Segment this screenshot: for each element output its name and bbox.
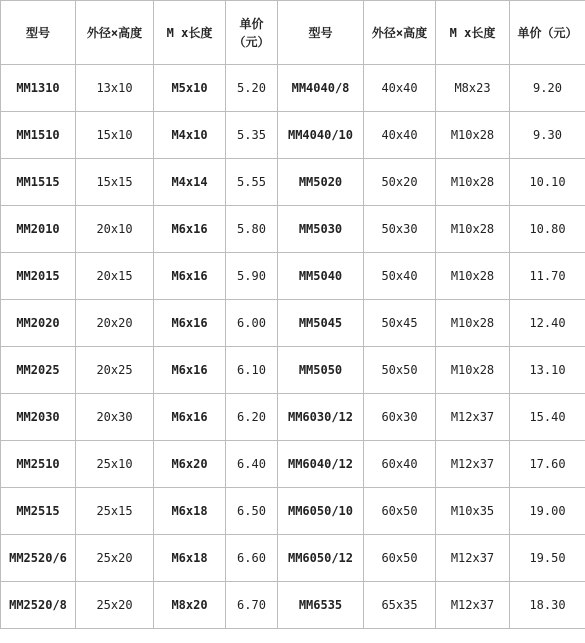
header-price-2: 单价（元） <box>510 1 585 65</box>
cell-size: 25x20 <box>76 535 154 582</box>
cell-price: 5.35 <box>226 112 278 159</box>
cell-model-2: MM5020 <box>278 159 364 206</box>
cell-price-2: 15.40 <box>510 394 585 441</box>
cell-model-2: MM6050/10 <box>278 488 364 535</box>
cell-model-2: MM6535 <box>278 582 364 629</box>
cell-price-2: 13.10 <box>510 347 585 394</box>
header-size-2: 外径×高度 <box>364 1 436 65</box>
table-row <box>1 159 585 206</box>
cell-thread-length: M6x16 <box>154 206 226 253</box>
cell-price-2: 10.80 <box>510 206 585 253</box>
cell-size: 13x10 <box>76 65 154 112</box>
cell-model-2: MM5045 <box>278 300 364 347</box>
table-row <box>1 347 585 394</box>
cell-thread-length-2: M12x37 <box>436 535 510 582</box>
cell-size: 15x15 <box>76 159 154 206</box>
cell-size-2: 40x40 <box>364 112 436 159</box>
cell-price: 5.55 <box>226 159 278 206</box>
cell-model: MM2010 <box>1 206 76 253</box>
cell-size-2: 50x20 <box>364 159 436 206</box>
cell-price: 6.10 <box>226 347 278 394</box>
header-model-2: 型号 <box>278 1 364 65</box>
cell-model-2: MM4040/10 <box>278 112 364 159</box>
cell-size: 20x25 <box>76 347 154 394</box>
cell-size-2: 65x35 <box>364 582 436 629</box>
cell-thread-length: M4x14 <box>154 159 226 206</box>
cell-price: 6.20 <box>226 394 278 441</box>
cell-thread-length-2: M10x28 <box>436 347 510 394</box>
cell-thread-length-2: M10x28 <box>436 112 510 159</box>
cell-size-2: 50x50 <box>364 347 436 394</box>
cell-model: MM2020 <box>1 300 76 347</box>
cell-thread-length-2: M12x37 <box>436 394 510 441</box>
cell-thread-length-2: M12x37 <box>436 441 510 488</box>
cell-thread-length-2: M10x28 <box>436 159 510 206</box>
cell-price: 5.80 <box>226 206 278 253</box>
cell-size: 25x15 <box>76 488 154 535</box>
cell-price-2: 9.30 <box>510 112 585 159</box>
table-body <box>1 1 585 629</box>
cell-model-2: MM5040 <box>278 253 364 300</box>
cell-thread-length-2: M12x37 <box>436 582 510 629</box>
cell-size: 20x20 <box>76 300 154 347</box>
cell-size: 20x15 <box>76 253 154 300</box>
table-row <box>1 582 585 629</box>
cell-model: MM1515 <box>1 159 76 206</box>
cell-thread-length: M6x20 <box>154 441 226 488</box>
table-row <box>1 394 585 441</box>
cell-price: 6.60 <box>226 535 278 582</box>
cell-thread-length: M4x10 <box>154 112 226 159</box>
cell-price-2: 17.60 <box>510 441 585 488</box>
header-row <box>1 1 585 65</box>
cell-model: MM2520/6 <box>1 535 76 582</box>
cell-thread-length-2: M10x28 <box>436 206 510 253</box>
cell-price: 6.00 <box>226 300 278 347</box>
table-row <box>1 253 585 300</box>
cell-size: 25x20 <box>76 582 154 629</box>
cell-size-2: 50x45 <box>364 300 436 347</box>
cell-model-2: MM6030/12 <box>278 394 364 441</box>
cell-size: 20x30 <box>76 394 154 441</box>
table-row <box>1 112 585 159</box>
cell-price: 5.90 <box>226 253 278 300</box>
cell-model-2: MM4040/8 <box>278 65 364 112</box>
cell-model: MM2510 <box>1 441 76 488</box>
cell-model: MM2025 <box>1 347 76 394</box>
cell-size: 15x10 <box>76 112 154 159</box>
cell-price: 6.40 <box>226 441 278 488</box>
cell-model-2: MM6040/12 <box>278 441 364 488</box>
header-model: 型号 <box>1 1 76 65</box>
cell-model: MM1310 <box>1 65 76 112</box>
cell-thread-length: M6x16 <box>154 394 226 441</box>
cell-price: 5.20 <box>226 65 278 112</box>
header-size: 外径×高度 <box>76 1 154 65</box>
cell-price-2: 10.10 <box>510 159 585 206</box>
cell-price-2: 9.20 <box>510 65 585 112</box>
cell-size-2: 40x40 <box>364 65 436 112</box>
cell-price: 6.50 <box>226 488 278 535</box>
table-row <box>1 65 585 112</box>
header-thread-length: M x长度 <box>154 1 226 65</box>
cell-size-2: 60x40 <box>364 441 436 488</box>
cell-size: 20x10 <box>76 206 154 253</box>
table-row <box>1 206 585 253</box>
cell-thread-length-2: M10x28 <box>436 253 510 300</box>
table-row <box>1 488 585 535</box>
cell-thread-length-2: M8x23 <box>436 65 510 112</box>
cell-size-2: 50x40 <box>364 253 436 300</box>
cell-size-2: 60x50 <box>364 535 436 582</box>
cell-size-2: 50x30 <box>364 206 436 253</box>
cell-model: MM2520/8 <box>1 582 76 629</box>
cell-size-2: 60x30 <box>364 394 436 441</box>
cell-model-2: MM5030 <box>278 206 364 253</box>
cell-price-2: 19.50 <box>510 535 585 582</box>
cell-model: MM1510 <box>1 112 76 159</box>
cell-thread-length: M6x16 <box>154 300 226 347</box>
cell-thread-length-2: M10x35 <box>436 488 510 535</box>
cell-model: MM2030 <box>1 394 76 441</box>
cell-thread-length: M8x20 <box>154 582 226 629</box>
cell-model-2: MM6050/12 <box>278 535 364 582</box>
cell-price-2: 12.40 <box>510 300 585 347</box>
cell-model: MM2015 <box>1 253 76 300</box>
cell-thread-length-2: M10x28 <box>436 300 510 347</box>
table-row <box>1 300 585 347</box>
cell-model-2: MM5050 <box>278 347 364 394</box>
header-thread-length-2: M x长度 <box>436 1 510 65</box>
cell-price-2: 19.00 <box>510 488 585 535</box>
table-row <box>1 535 585 582</box>
cell-price: 6.70 <box>226 582 278 629</box>
cell-size: 25x10 <box>76 441 154 488</box>
cell-price-2: 11.70 <box>510 253 585 300</box>
cell-thread-length: M6x18 <box>154 488 226 535</box>
cell-thread-length: M6x16 <box>154 253 226 300</box>
header-price: 单价（元） <box>226 1 278 65</box>
table-row <box>1 441 585 488</box>
cell-size-2: 60x50 <box>364 488 436 535</box>
cell-model: MM2515 <box>1 488 76 535</box>
cell-thread-length: M5x10 <box>154 65 226 112</box>
cell-thread-length: M6x18 <box>154 535 226 582</box>
cell-thread-length: M6x16 <box>154 347 226 394</box>
cell-price-2: 18.30 <box>510 582 585 629</box>
